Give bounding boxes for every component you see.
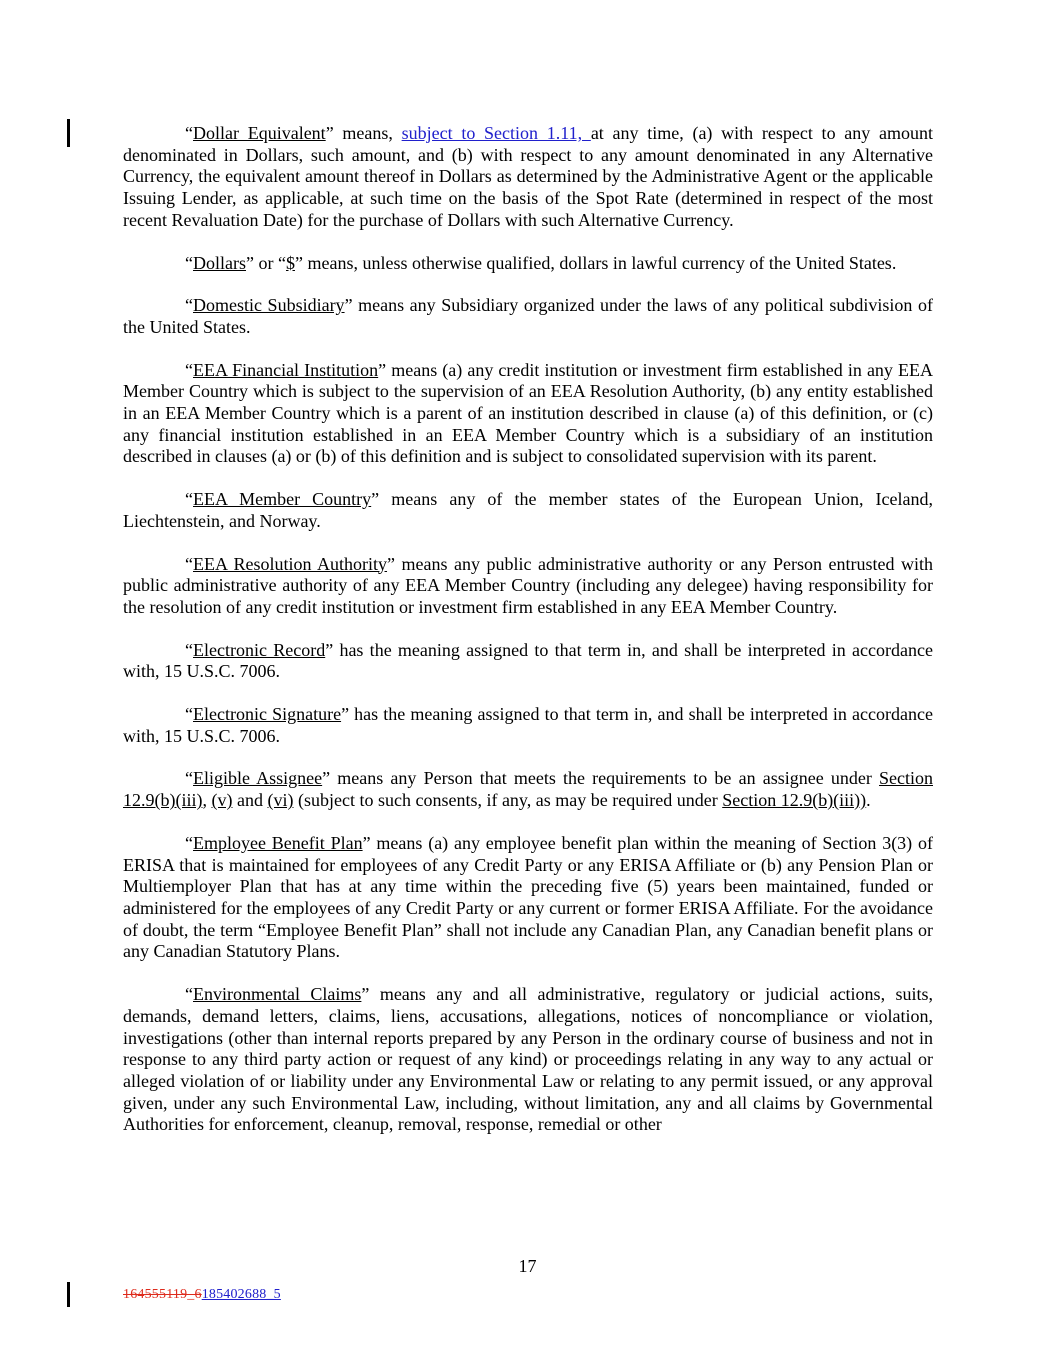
- text-run: “: [185, 553, 193, 574]
- text-run: ” means,: [325, 123, 402, 143]
- text-run: ” means any public administrative authority or any Person entrusted with public administrative authority of any EEA Member Country (including any delegee) having responsibility for the resolution of any credit institution or investment firm established in any EEA Member Country.: [123, 553, 933, 617]
- definition-dollar-equivalent: [123, 123, 933, 232]
- text-run: “: [185, 489, 193, 510]
- definition-eea-resolution-authority: [123, 554, 933, 619]
- text-run: ” means any Subsidiary organized under the laws of any political subdivision of the United States.: [123, 295, 933, 337]
- defined-term: EEA Resolution Authority: [193, 553, 388, 574]
- document-body: [123, 123, 933, 1157]
- text-run: “: [185, 639, 193, 660]
- text-run: “: [185, 704, 193, 725]
- definition-electronic-signature: [123, 704, 933, 747]
- text-run: ” means any and all administrative, regulatory or judicial actions, suits, demands, demand letters, claims, liens, accusations, allegations, notices of noncompliance or violation, investigations (other than internal reports prepared by any Person in the ordinary course of business and not in response to any third party action or request of any kind) or proceedings relating in any way to any actual or alleged violation of or liability under any Environmental Law or relating to any permit issued, or any approval given, under any such Environmental Law, including, without limitation, any and all claims by Governmental Authorities for enforcement, cleanup, removal, response, remedial or other: [123, 984, 933, 1135]
- definition-electronic-record: [123, 640, 933, 683]
- defined-term: Dollar Equivalent: [193, 123, 326, 143]
- text-run: ,: [202, 790, 212, 811]
- change-bar-icon: [67, 119, 70, 147]
- text-run: (subject to such consents, if any, as may be required under: [293, 790, 723, 811]
- defined-term: Electronic Record: [193, 639, 326, 660]
- text-run: ” means any Person that meets the requirements to be an assignee under: [322, 768, 879, 789]
- definition-dollars: [123, 253, 933, 275]
- definition-domestic-subsidiary: [123, 295, 933, 338]
- page-number: 17: [518, 1256, 537, 1276]
- text-run: ” means (a) any employee benefit plan within the meaning of Section 3(3) of ERISA that is maintained for employees of any Credit Party or any ERISA Affiliate or (b) any Pension Plan or Multiemployer Plan that has at any time within the preceding five (5) years been maintained, funded or administered for the employees of any Credit Party or any current or former ERISA Affiliate. For the avoidance of doubt, the term “Employee Benefit Plan” shall not include any Canadian Plan, any Canadian benefit plans or any Canadian Statutory Plans.: [123, 832, 933, 962]
- deleted-document-id: 164555119_6: [123, 1287, 202, 1302]
- defined-term: EEA Financial Institution: [193, 359, 379, 380]
- text-run: “: [185, 123, 193, 143]
- text-run: “: [185, 832, 193, 853]
- definition-employee-benefit-plan: [123, 833, 933, 963]
- document-id: [123, 1286, 281, 1303]
- defined-term: Dollars: [193, 252, 246, 273]
- text-run: and: [232, 790, 268, 811]
- defined-term: Environmental Claims: [193, 984, 362, 1005]
- text-run: ” has the meaning assigned to that term in, and shall be interpreted in accordance with, 15 U.S.C. 7006.: [123, 639, 933, 682]
- text-run: at any time, (a) with respect to any amount denominated in Dollars, such amount, and (b) with respect to any amount denominated in any Alternative Currency, the equivalent amount thereof in Dollars as determined by the Administrative Agent or the applicable Issuing Lender, as applicable, at such time on the basis of the Spot Rate (determined in respect of the most recent Revaluation Date) for the purchase of Dollars with such Alternative Currency.: [123, 123, 933, 230]
- cross-reference: Section 12.9(b)(iii)): [722, 790, 867, 811]
- inserted-document-id: 185402688_5: [201, 1287, 281, 1302]
- inserted-text: subject to Section 1.11,: [401, 123, 591, 143]
- text-run: “: [185, 768, 193, 789]
- text-run: .: [866, 790, 871, 811]
- text-run: “: [185, 359, 193, 380]
- defined-term: Electronic Signature: [193, 704, 342, 725]
- text-run: “: [185, 984, 193, 1005]
- cross-reference: (v): [211, 790, 233, 811]
- text-run: ” or “: [246, 252, 286, 273]
- change-bar-icon: [67, 1282, 70, 1307]
- text-run: ” means (a) any credit institution or investment firm established in any EEA Member Country which is subject to the supervision of an EEA Resolution Authority, (b) any entity established in an EEA Member Country which is a parent of an institution described in clause (a) of this definition, or (c) any financial institution established in an EEA Member Country which is a subsidiary of an institution described in clauses (a) or (b) of this definition and is subject to consolidated supervision with its parent.: [123, 359, 934, 467]
- text-run: “: [185, 295, 193, 316]
- definition-eligible-assignee: [123, 768, 933, 811]
- defined-term: EEA Member Country: [193, 489, 372, 510]
- text-run: “: [185, 252, 193, 273]
- text-run: ” means any of the member states of the European Union, Iceland, Liechtenstein, and Norway.: [123, 489, 934, 531]
- text-run: ” has the meaning assigned to that term in, and shall be interpreted in accordance with, 15 U.S.C. 7006.: [123, 704, 933, 746]
- cross-reference: (vi): [267, 790, 294, 811]
- defined-term: $: [285, 252, 295, 273]
- definition-eea-financial-institution: [123, 360, 933, 469]
- definition-environmental-claims: [123, 984, 933, 1136]
- defined-term: Domestic Subsidiary: [193, 295, 345, 316]
- cross-reference: Section 12.9(b)(iii): [123, 768, 933, 811]
- defined-term: Employee Benefit Plan: [193, 832, 363, 853]
- definition-eea-member-country: [123, 489, 933, 532]
- text-run: ” means, unless otherwise qualified, dollars in lawful currency of the United States.: [294, 252, 897, 273]
- defined-term: Eligible Assignee: [193, 768, 323, 789]
